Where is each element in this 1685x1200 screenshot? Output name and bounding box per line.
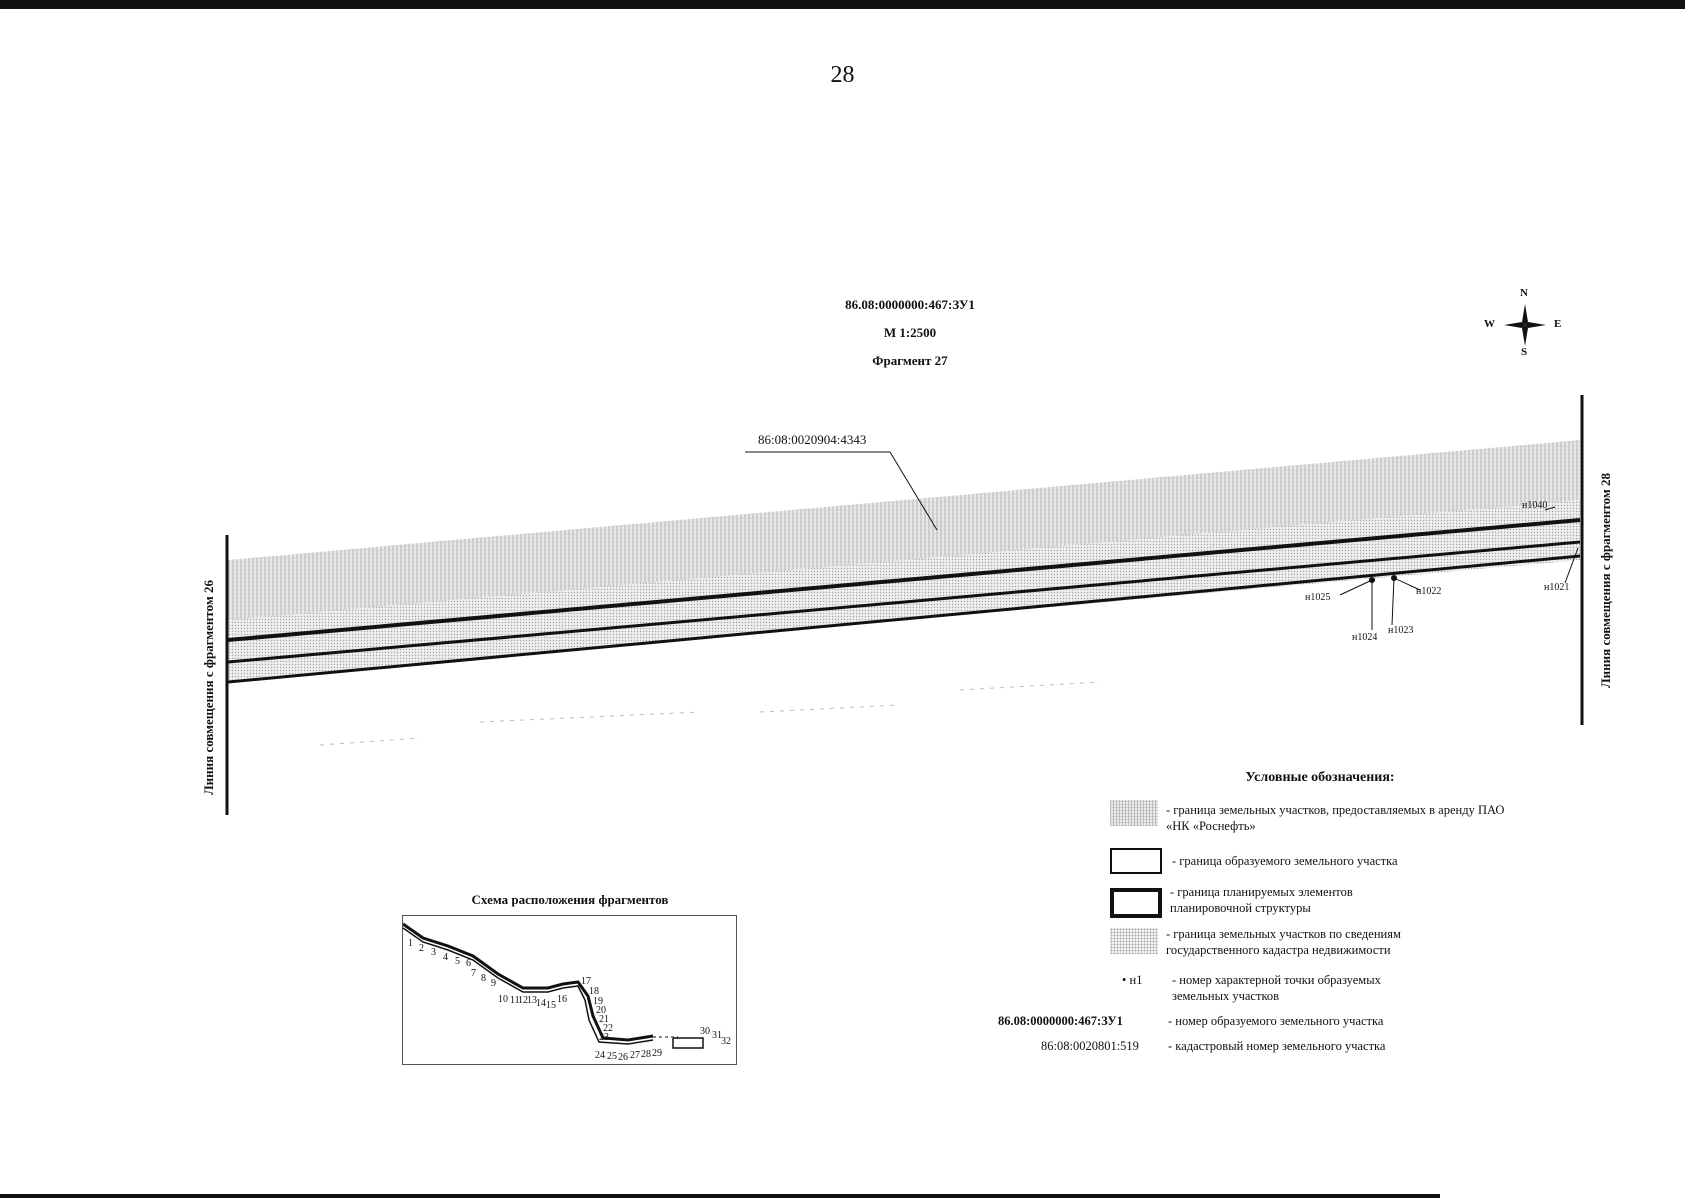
scheme-label-29: 29 bbox=[652, 1048, 662, 1059]
compass-n: N bbox=[1520, 287, 1528, 299]
scheme-label-30: 30 bbox=[700, 1026, 710, 1037]
legend-point-marker: • н1 bbox=[1122, 973, 1143, 987]
scheme-label-2: 2 bbox=[419, 943, 424, 954]
scheme-label-28: 28 bbox=[641, 1049, 651, 1060]
scheme-label-21: 21 bbox=[599, 1014, 609, 1025]
point-label-n1025: н1025 bbox=[1305, 592, 1331, 603]
legend-text-lease: - граница земельных участков, предоставляемых в аренду ПАО «НК «Роснефть» bbox=[1166, 803, 1505, 833]
legend-text-parcel: - граница образуемого земельного участка bbox=[1172, 854, 1398, 868]
point-label-n1022: н1022 bbox=[1416, 586, 1442, 597]
point-label-n1021: н1021 bbox=[1544, 582, 1570, 593]
point-label-n1023: н1023 bbox=[1388, 625, 1414, 636]
callout-cadastral-number: 86:08:0020904:4343 bbox=[758, 432, 867, 447]
parcel-number-title: 86.08:0000000:467:ЗУ1 bbox=[845, 297, 975, 312]
legend-swatch-lease bbox=[1110, 800, 1158, 826]
scheme-label-3: 3 bbox=[431, 947, 436, 958]
legend-swatch-parcel bbox=[1110, 848, 1162, 874]
scheme-label-7: 7 bbox=[471, 968, 476, 979]
fragment-label: Фрагмент 27 bbox=[872, 353, 948, 368]
page-number: 28 bbox=[830, 62, 855, 88]
scheme-label-27: 27 bbox=[630, 1050, 640, 1061]
scheme-label-6: 6 bbox=[466, 958, 471, 969]
scheme-label-32: 32 bbox=[721, 1036, 731, 1047]
point-label-n1024: н1024 bbox=[1352, 632, 1378, 643]
legend-swatch-planning bbox=[1110, 888, 1162, 918]
left-match-label: Линия совмещения с фрагментом 26 bbox=[201, 580, 216, 795]
legend-text-cadastre: - граница земельных участков по сведениям государственного кадастра недвижимости bbox=[1166, 927, 1401, 957]
scheme-label-12: 12 bbox=[518, 995, 528, 1006]
scheme-label-11: 11 bbox=[510, 995, 520, 1006]
scheme-label-15: 15 bbox=[546, 1000, 556, 1011]
compass-w: W bbox=[1484, 318, 1495, 330]
fragment-scheme-drawing bbox=[403, 916, 736, 1064]
scheme-label-23: 23 bbox=[599, 1032, 609, 1043]
right-match-label: Линия совмещения с фрагментом 28 bbox=[1598, 473, 1613, 688]
scheme-label-5: 5 bbox=[455, 956, 460, 967]
compass-e: E bbox=[1554, 318, 1562, 330]
scheme-label-13: 13 bbox=[527, 995, 537, 1006]
legend-example-cadastral-number: 86:08:0020801:519 bbox=[1041, 1039, 1139, 1053]
scheme-label-10: 10 bbox=[498, 994, 508, 1005]
scheme-label-1: 1 bbox=[408, 938, 413, 949]
scheme-label-8: 8 bbox=[481, 973, 486, 984]
scheme-label-9: 9 bbox=[491, 978, 496, 989]
scheme-title: Схема расположения фрагментов bbox=[471, 892, 669, 907]
scheme-label-18: 18 bbox=[589, 986, 599, 997]
legend-example-parcel-number: 86.08:0000000:467:ЗУ1 bbox=[998, 1014, 1123, 1028]
scheme-label-22: 22 bbox=[603, 1023, 613, 1034]
scheme-label-16: 16 bbox=[557, 994, 567, 1005]
fragment-scheme bbox=[402, 915, 737, 1065]
scheme-label-19: 19 bbox=[593, 996, 603, 1007]
legend-title: Условные обозначения: bbox=[1245, 770, 1395, 785]
legend-swatch-cadastre bbox=[1110, 928, 1158, 954]
scheme-label-24: 24 bbox=[595, 1050, 605, 1061]
compass-s: S bbox=[1521, 346, 1528, 358]
legend-text-cadastral-number: - кадастровый номер земельного участка bbox=[1168, 1039, 1386, 1053]
scheme-label-25: 25 bbox=[607, 1051, 617, 1062]
scheme-label-26: 26 bbox=[618, 1052, 628, 1063]
scheme-label-4: 4 bbox=[443, 952, 448, 963]
legend-text-parcel-number: - номер образуемого земельного участка bbox=[1168, 1014, 1384, 1028]
point-label-n1040: н1040 bbox=[1522, 500, 1548, 511]
legend-text-point: - номер характерной точки образуемых земельных участков bbox=[1172, 973, 1381, 1003]
scheme-label-14: 14 bbox=[536, 998, 546, 1009]
scheme-label-20: 20 bbox=[596, 1005, 606, 1016]
legend-text-planning: - граница планируемых элементов планировочной структуры bbox=[1170, 885, 1353, 915]
scheme-label-17: 17 bbox=[581, 976, 591, 987]
scheme-label-31: 31 bbox=[712, 1030, 722, 1041]
scale-label: М 1:2500 bbox=[883, 325, 937, 340]
